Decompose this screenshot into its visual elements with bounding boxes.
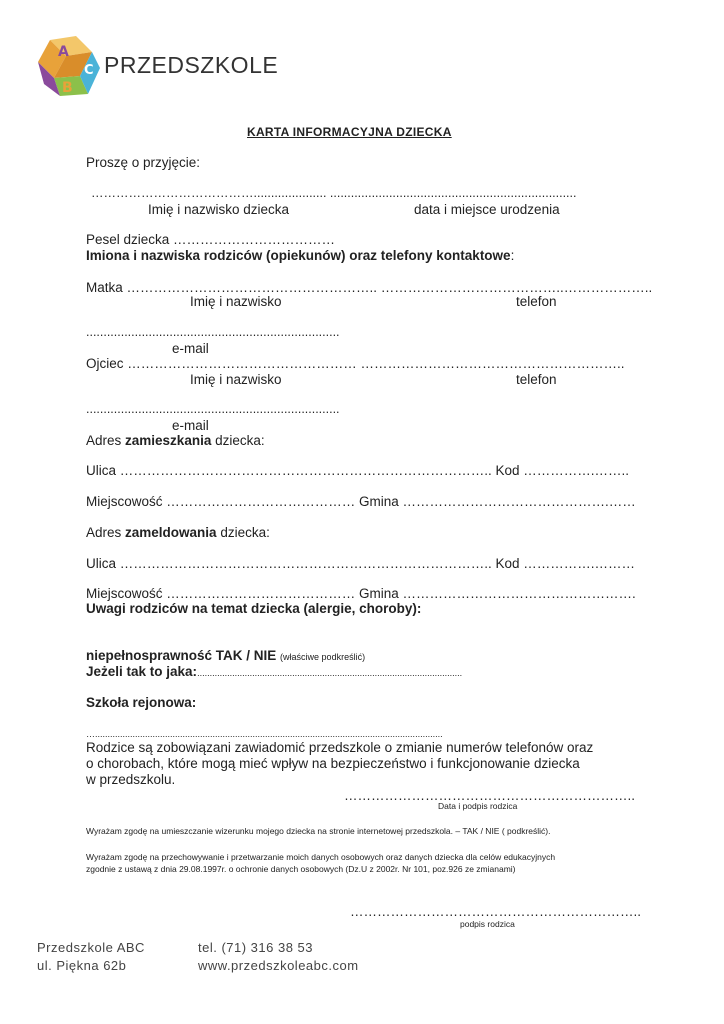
residence-suffix: dziecka:	[211, 433, 265, 448]
logo	[36, 34, 102, 98]
consent-data-line-2: zgodnie z ustawą z dnia 29.08.1997r. o ochronie danych osobowych (Dz.U z 2002r. Nr 101, poz.926 ze zmianami)	[86, 864, 516, 874]
street-line-1: Ulica ……………………………………………………………………….. Kod …………….……..	[86, 463, 630, 478]
registered-suffix: dziecka:	[216, 525, 270, 540]
father-email-label: e-mail	[172, 418, 209, 433]
signature-line-2: ………………………………………………………..	[350, 904, 642, 919]
disability-label: niepełnosprawność TAK / NIE	[86, 648, 277, 663]
consent-image-text: Wyrażam zgodę na umieszczanie wizerunku mojego dziecka na stronie internetowej przedszkola. – TAK / NIE ( podkreślić).	[86, 826, 551, 836]
consent-data-line-1: Wyrażam zgodę na przechowywanie i przetwarzanie moich danych osobowych oraz danych dziecka dla celów edukacyjnych	[86, 852, 556, 862]
mother-email-label: e-mail	[172, 341, 209, 356]
father-name-label: Imię i nazwisko	[190, 372, 282, 387]
parents-heading-colon: :	[510, 248, 515, 263]
pesel-field: Pesel dziecka ………………………………	[86, 232, 336, 247]
father-email-line: .........................................................................	[86, 402, 340, 416]
disability-note: (właściwe podkreślić)	[280, 652, 366, 662]
registered-address-heading	[86, 525, 270, 540]
abc-blocks-icon	[36, 34, 102, 98]
footer-website: www.przedszkoleabc.com	[198, 958, 359, 973]
residence-prefix: Adres	[86, 433, 126, 448]
footer-name: Przedszkole ABC	[37, 940, 145, 955]
signature-line-1: ………………………………………………………..	[344, 788, 636, 803]
notice-line-3: w przedszkolu.	[86, 772, 176, 787]
signature-label-2: podpis rodzica	[460, 919, 515, 929]
disability-if-yes: Jeżeli tak to jaka:	[86, 664, 198, 679]
mother-phone-label: telefon	[516, 294, 557, 309]
city-line-1: Miejscowość …………………………………… Gmina ……………………………………….……	[86, 494, 636, 509]
notice-line-2: o chorobach, które mogą mieć wpływ na bezpieczeństwo i funkcjonowanie dziecka	[86, 756, 580, 771]
father-line: Ojciec …………………………………………… …………………………………………………..	[86, 356, 625, 371]
footer-phone: tel. (71) 316 38 53	[198, 940, 314, 955]
signature-label-1: Data i podpis rodzica	[438, 801, 518, 811]
father-phone-label: telefon	[516, 372, 557, 387]
mother-line: Matka ……………………………………………….. …………………………………..………………..	[86, 280, 653, 295]
district-school-line: …...........................................................................................................................................	[86, 729, 443, 739]
street-line-2: Ulica ……………………………………………………………………….. Kod …………….………	[86, 556, 636, 571]
parents-heading	[86, 248, 514, 263]
residence-address-heading	[86, 433, 265, 448]
birth-label: data i miejsce urodzenia	[414, 202, 560, 217]
registered-prefix: Adres	[86, 525, 126, 540]
city-line-2: Miejscowość …………………………………… Gmina …………………………………………….	[86, 586, 636, 601]
child-name-label: Imię i nazwisko dziecka	[148, 202, 290, 217]
svg-text:C: C	[84, 63, 94, 78]
mother-email-line: .........................................................................	[86, 325, 340, 339]
disability-row	[86, 648, 365, 663]
page-title: KARTA INFORMACYJNA DZIECKA	[247, 125, 452, 139]
svg-text:A: A	[58, 44, 69, 60]
residence-bold: zamieszkania	[125, 433, 212, 448]
remarks-heading: Uwagi rodziców na temat dziecka (alergie, choroby):	[86, 601, 422, 616]
logo-text: PRZEDSZKOLE	[104, 52, 279, 78]
disability-if-yes-row	[86, 664, 462, 679]
child-line: …………………………………..................... .......................................................................	[91, 186, 577, 200]
registered-bold: zameldowania	[125, 525, 217, 540]
request-text: Proszę o przyjęcie:	[86, 155, 201, 170]
district-school-label: Szkoła rejonowa:	[86, 695, 197, 710]
footer-address: ul. Piękna 62b	[37, 958, 127, 973]
mother-name-label: Imię i nazwisko	[190, 294, 282, 309]
disability-if-yes-line: ..........................................................................................................	[197, 668, 463, 678]
svg-text:B: B	[62, 80, 73, 96]
parents-heading-text: Imiona i nazwiska rodziców (opiekunów) oraz telefony kontaktowe	[86, 248, 511, 263]
notice-line-1: Rodzice są zobowiązani zawiadomić przedszkole o zmianie numerów telefonów oraz	[86, 740, 594, 755]
